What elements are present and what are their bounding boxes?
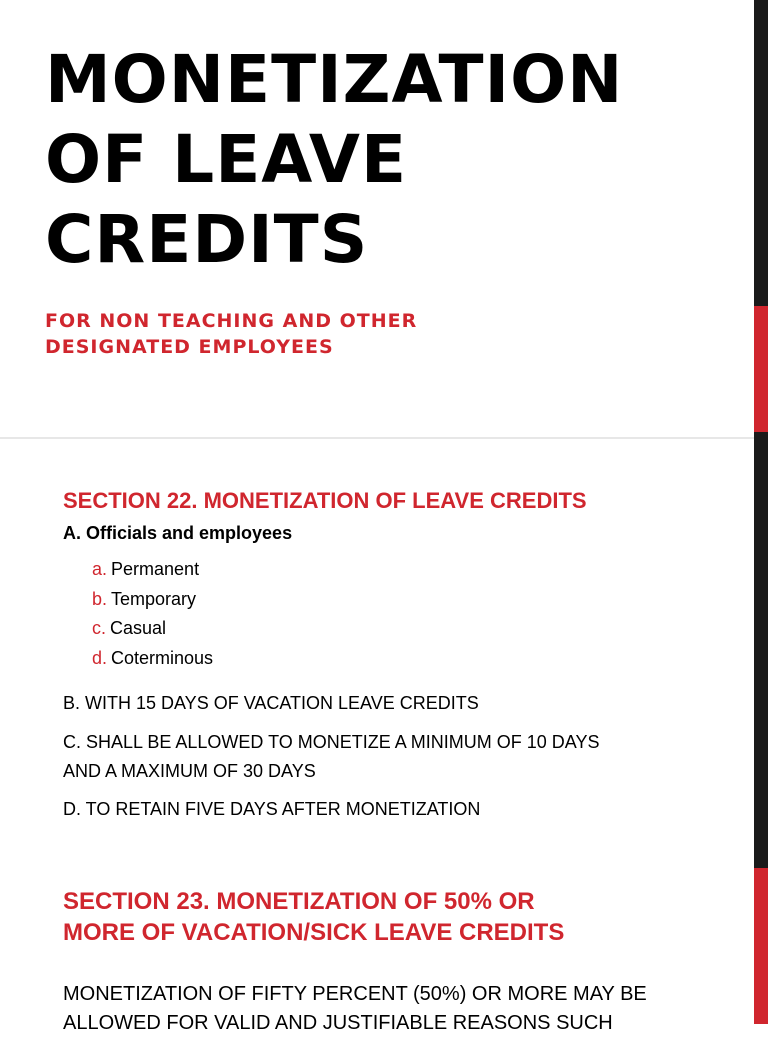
list-item-text: Temporary <box>111 588 197 609</box>
slide-title <box>45 40 623 280</box>
section-23-heading-line: MORE OF VACATION/SICK LEAVE CREDITS <box>63 919 565 946</box>
point-c-line: C. SHALL BE ALLOWED TO MONETIZE A MINIMUM OF 10 DAYS <box>63 732 600 752</box>
slide-divider <box>0 437 754 439</box>
side-bar-accent <box>754 306 768 432</box>
slide-subtitle <box>45 308 417 360</box>
title-slide <box>0 0 754 437</box>
list-marker: a. <box>92 559 108 579</box>
side-bar-accent <box>754 868 768 1024</box>
list-item-text: Casual <box>110 618 167 638</box>
side-bar <box>754 0 768 1024</box>
list-item <box>92 644 213 674</box>
employee-type-list <box>92 555 213 673</box>
slide-subtitle-line: FOR NON TEACHING AND OTHER <box>45 310 418 332</box>
section-22-heading: SECTION 22. MONETIZATION OF LEAVE CREDITS <box>63 488 587 513</box>
point-b: B. WITH 15 DAYS OF VACATION LEAVE CREDITS <box>63 693 479 713</box>
slide-title-line: OF LEAVE <box>45 121 408 198</box>
list-item <box>92 555 213 585</box>
section-23-heading-line: SECTION 23. MONETIZATION OF 50% OR <box>63 888 535 915</box>
point-a: A. Officials and employees <box>63 523 293 543</box>
list-item <box>92 585 213 615</box>
section-23-heading <box>63 886 564 948</box>
list-marker: d. <box>92 647 108 668</box>
slide-title-line: CREDITS <box>45 201 369 278</box>
point-c-line: AND A MAXIMUM OF 30 DAYS <box>63 761 316 781</box>
section-23-body-line: MONETIZATION OF FIFTY PERCENT (50%) OR MORE MAY BE <box>63 983 647 1005</box>
list-item-text: Permanent <box>111 559 200 579</box>
list-marker: b. <box>92 588 108 609</box>
point-d: D. TO RETAIN FIVE DAYS AFTER MONETIZATION <box>63 799 481 819</box>
list-item-text: Coterminous <box>111 647 214 668</box>
section-23-body <box>63 980 743 1038</box>
slide-subtitle-line: DESIGNATED EMPLOYEES <box>45 336 334 358</box>
list-item <box>92 614 213 644</box>
slide-title-line: MONETIZATION <box>45 41 624 118</box>
list-marker: c. <box>92 618 107 638</box>
point-c <box>63 728 599 786</box>
section-23-body-line: ALLOWED FOR VALID AND JUSTIFIABLE REASONS SUCH <box>63 1012 613 1034</box>
